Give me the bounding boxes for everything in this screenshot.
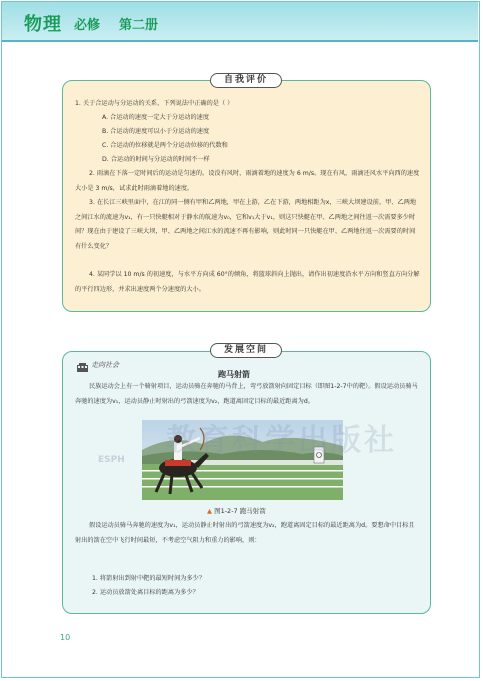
figure-caption-text: 图1-2-7 跑马射箭 xyxy=(214,507,266,515)
option-b: B. 合运动的速度可以小于分运动的速度 xyxy=(102,128,210,135)
figure-caption xyxy=(207,506,266,515)
triangle-icon: ▲ xyxy=(207,507,212,515)
question-3: 3. 在长江三峡里面中，在江的同一侧有甲和乙两地，甲在上游，乙在下游，两地相距为x，三峡大坝建设前，甲、乙两地之间江水的流速为v₁，有一只快艇相对于静水的航速为v₀，它和v₁大于v₁，则这只快艇在甲、乙两地之间往返一次需要多少时间？现在由于建设了三峡大坝，甲、乙两地之间江水的流速不再有影响，则此时同一只快艇在甲、乙两地往返一次需要的时间有什么变化？ xyxy=(75,199,417,250)
reading-question-2: 2. 运动员放箭处离目标的距离为多少？ xyxy=(92,589,199,596)
reading-title: 跑马射箭 xyxy=(218,370,250,379)
building-icon xyxy=(77,363,88,372)
page-number: 10 xyxy=(60,633,71,642)
self-eval-title: 自我评价 xyxy=(210,73,282,88)
option-c: C. 合运动的位移就是两个分运动位移的代数和 xyxy=(102,142,228,149)
subject-title: 物理 xyxy=(24,14,62,35)
question-4: 4. 某同学以 10 m/s 的初速度，与水平方向成 60°的倾角，将篮球斜向上抛出，请作出初速度沿水平方向和竖直方向分解的平行四边形，并求出速度两个分速度的大小。 xyxy=(75,271,420,293)
publisher-logo: ESPH xyxy=(98,455,125,465)
question-1: 1. 关于合运动与分运动的关系，下列说法中正确的是（ ） xyxy=(75,100,234,107)
feature-label: 走向社会 xyxy=(91,361,119,369)
page-header xyxy=(2,2,478,40)
option-d: D. 合运动的时间与分运动的时间不一样 xyxy=(102,156,210,163)
publisher-watermark: 教育科学出版社 xyxy=(166,423,397,458)
question-2: 2. 雨滴在下落一定时间后的运动是匀速的。设没有风时，雨滴着地的速度为 6 m/s。现在有风，雨滴还风水平向西的速度大小是 3 m/s，试求此时雨滴着地的速度。 xyxy=(75,170,420,192)
volume-label: 第二册 xyxy=(119,18,159,33)
reading-question-1: 1. 将箭射出到射中靶的最短时间为多少？ xyxy=(92,575,206,582)
option-a: A. 合运动的速度一定大于分运动的速度 xyxy=(102,114,210,121)
development-title: 发展空间 xyxy=(210,343,282,358)
book-label: 必修 xyxy=(74,18,101,33)
reading-text: 假设运动员骑马奔驰的速度为v₁，运动员静止时射出的弓箭速度为v₂，跑道离固定目标的最近距离为d。要想命中目标且射出的箭在空中飞行时间最短，不考虑空气阻力和重力的影响，则： xyxy=(75,522,415,544)
reading-intro: 民族运动会上有一个骑射项目，运动员骑在奔驰的马背上，弯弓放箭射向固定目标（即图1-2-7中的靶）。假设运动员骑马奔驰的速度为v₁，运动员静止时射出的弓箭速度为v₂，跑道离固定目标的最近距离为d。 xyxy=(75,383,418,405)
header-divider xyxy=(2,40,478,42)
